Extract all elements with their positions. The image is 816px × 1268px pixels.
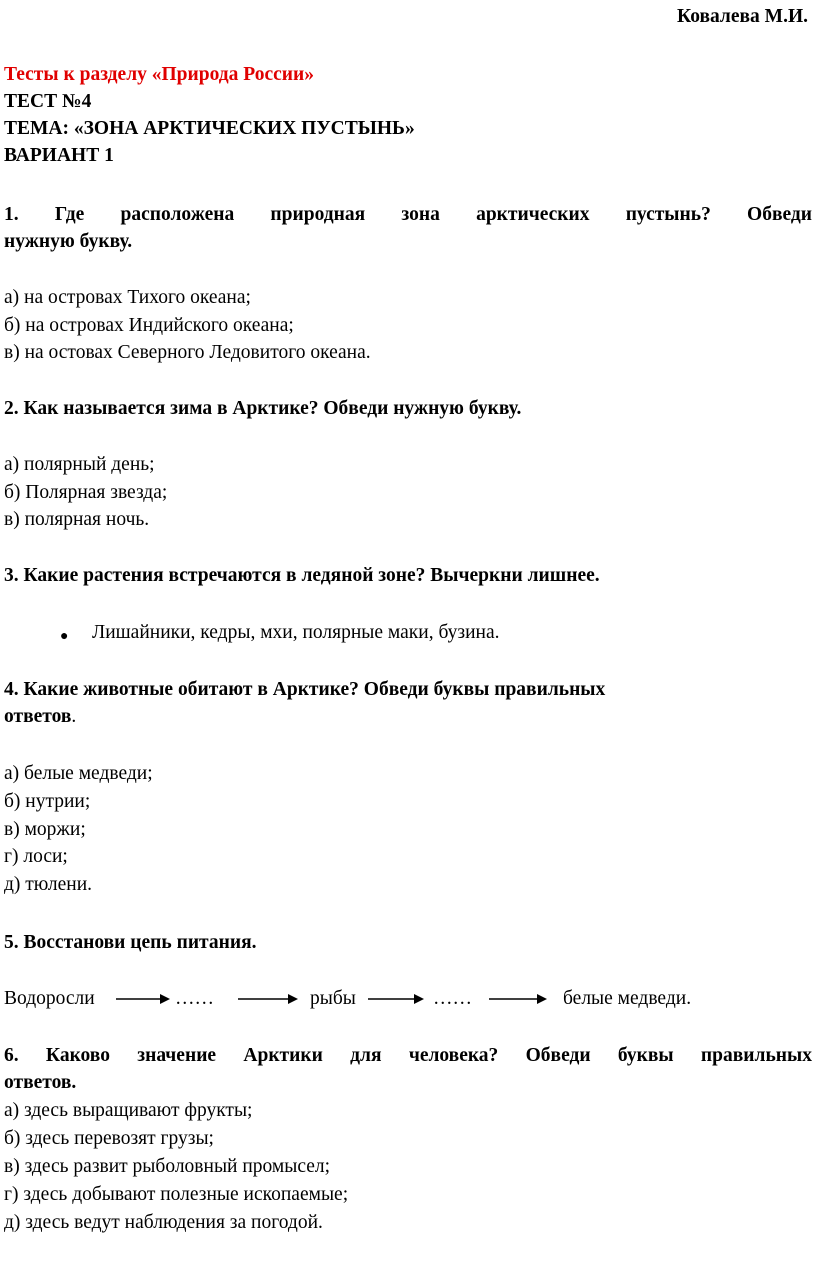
test-number: ТЕСТ №4 [4, 91, 92, 112]
question-4-option-d: г) лоси; [4, 846, 68, 867]
question-2-option-a: а) полярный день; [4, 454, 155, 475]
question-4-line-2-tail: . [71, 706, 77, 727]
food-chain-blank-2: …… [433, 988, 472, 1009]
question-5: 5. Восстанови цепь питания. [4, 932, 257, 953]
test-topic: ТЕМА: «ЗОНА АРКТИЧЕСКИХ ПУСТЫНЬ» [4, 118, 415, 139]
arrow-right-icon [368, 993, 424, 1005]
question-4-option-e: д) тюлени. [4, 874, 93, 895]
food-chain-algae: Водоросли [4, 988, 95, 1009]
arrow-right-icon [489, 993, 547, 1005]
question-2-option-c: в) полярная ночь. [4, 509, 150, 530]
question-3: 3. Какие растения встречаются в ледяной зоне? Вычеркни лишнее. [4, 565, 600, 586]
question-6-option-b: б) здесь перевозят грузы; [4, 1128, 214, 1149]
bullet-dot-icon: ● [60, 629, 69, 644]
question-1-line-1: 1. Где расположена природная зона арктических пустынь? Обведи [4, 204, 812, 225]
food-chain-fish: рыбы [310, 988, 356, 1009]
test-variant: ВАРИАНТ 1 [4, 145, 114, 166]
question-6-line-1: 6. Каково значение Арктики для человека? Обведи буквы правильных [4, 1045, 812, 1066]
question-4-line-1: 4. Какие животные обитают в Арктике? Обведи буквы правильных [4, 679, 606, 700]
section-title: Тесты к разделу «Природа России» [4, 64, 314, 85]
question-2-option-b: б) Полярная звезда; [4, 482, 168, 503]
question-1-option-b: б) на островах Индийского океана; [4, 315, 294, 336]
food-chain-polar-bears: белые медведи. [563, 988, 692, 1009]
question-3-plant-list: Лишайники, кедры, мхи, полярные маки, бузина. [92, 622, 500, 643]
author-name: Ковалева М.И. [677, 6, 808, 27]
question-4-line-2 [4, 705, 812, 729]
question-6-option-e: д) здесь ведут наблюдения за погодой. [4, 1212, 323, 1233]
question-1-option-a: а) на островах Тихого океана; [4, 287, 251, 308]
question-4-option-a: а) белые медведи; [4, 763, 153, 784]
question-6-option-c: в) здесь развит рыболовный промысел; [4, 1156, 331, 1177]
question-6-line-2: ответов. [4, 1072, 77, 1093]
question-1-option-c: в) на остовах Северного Ледовитого океана. [4, 342, 371, 363]
question-4-option-c: в) моржи; [4, 819, 86, 840]
arrow-right-icon [116, 993, 170, 1005]
question-2: 2. Как называется зима в Арктике? Обведи нужную букву. [4, 398, 522, 419]
question-6-option-a: а) здесь выращивают фрукты; [4, 1100, 253, 1121]
question-4-line-2-text: ответов [4, 706, 72, 727]
food-chain-blank-1: …… [175, 988, 214, 1009]
arrow-right-icon [238, 993, 298, 1005]
question-1-line-2: нужную букву. [4, 231, 133, 252]
question-6-option-d: г) здесь добывают полезные ископаемые; [4, 1184, 349, 1205]
question-4-option-b: б) нутрии; [4, 791, 91, 812]
